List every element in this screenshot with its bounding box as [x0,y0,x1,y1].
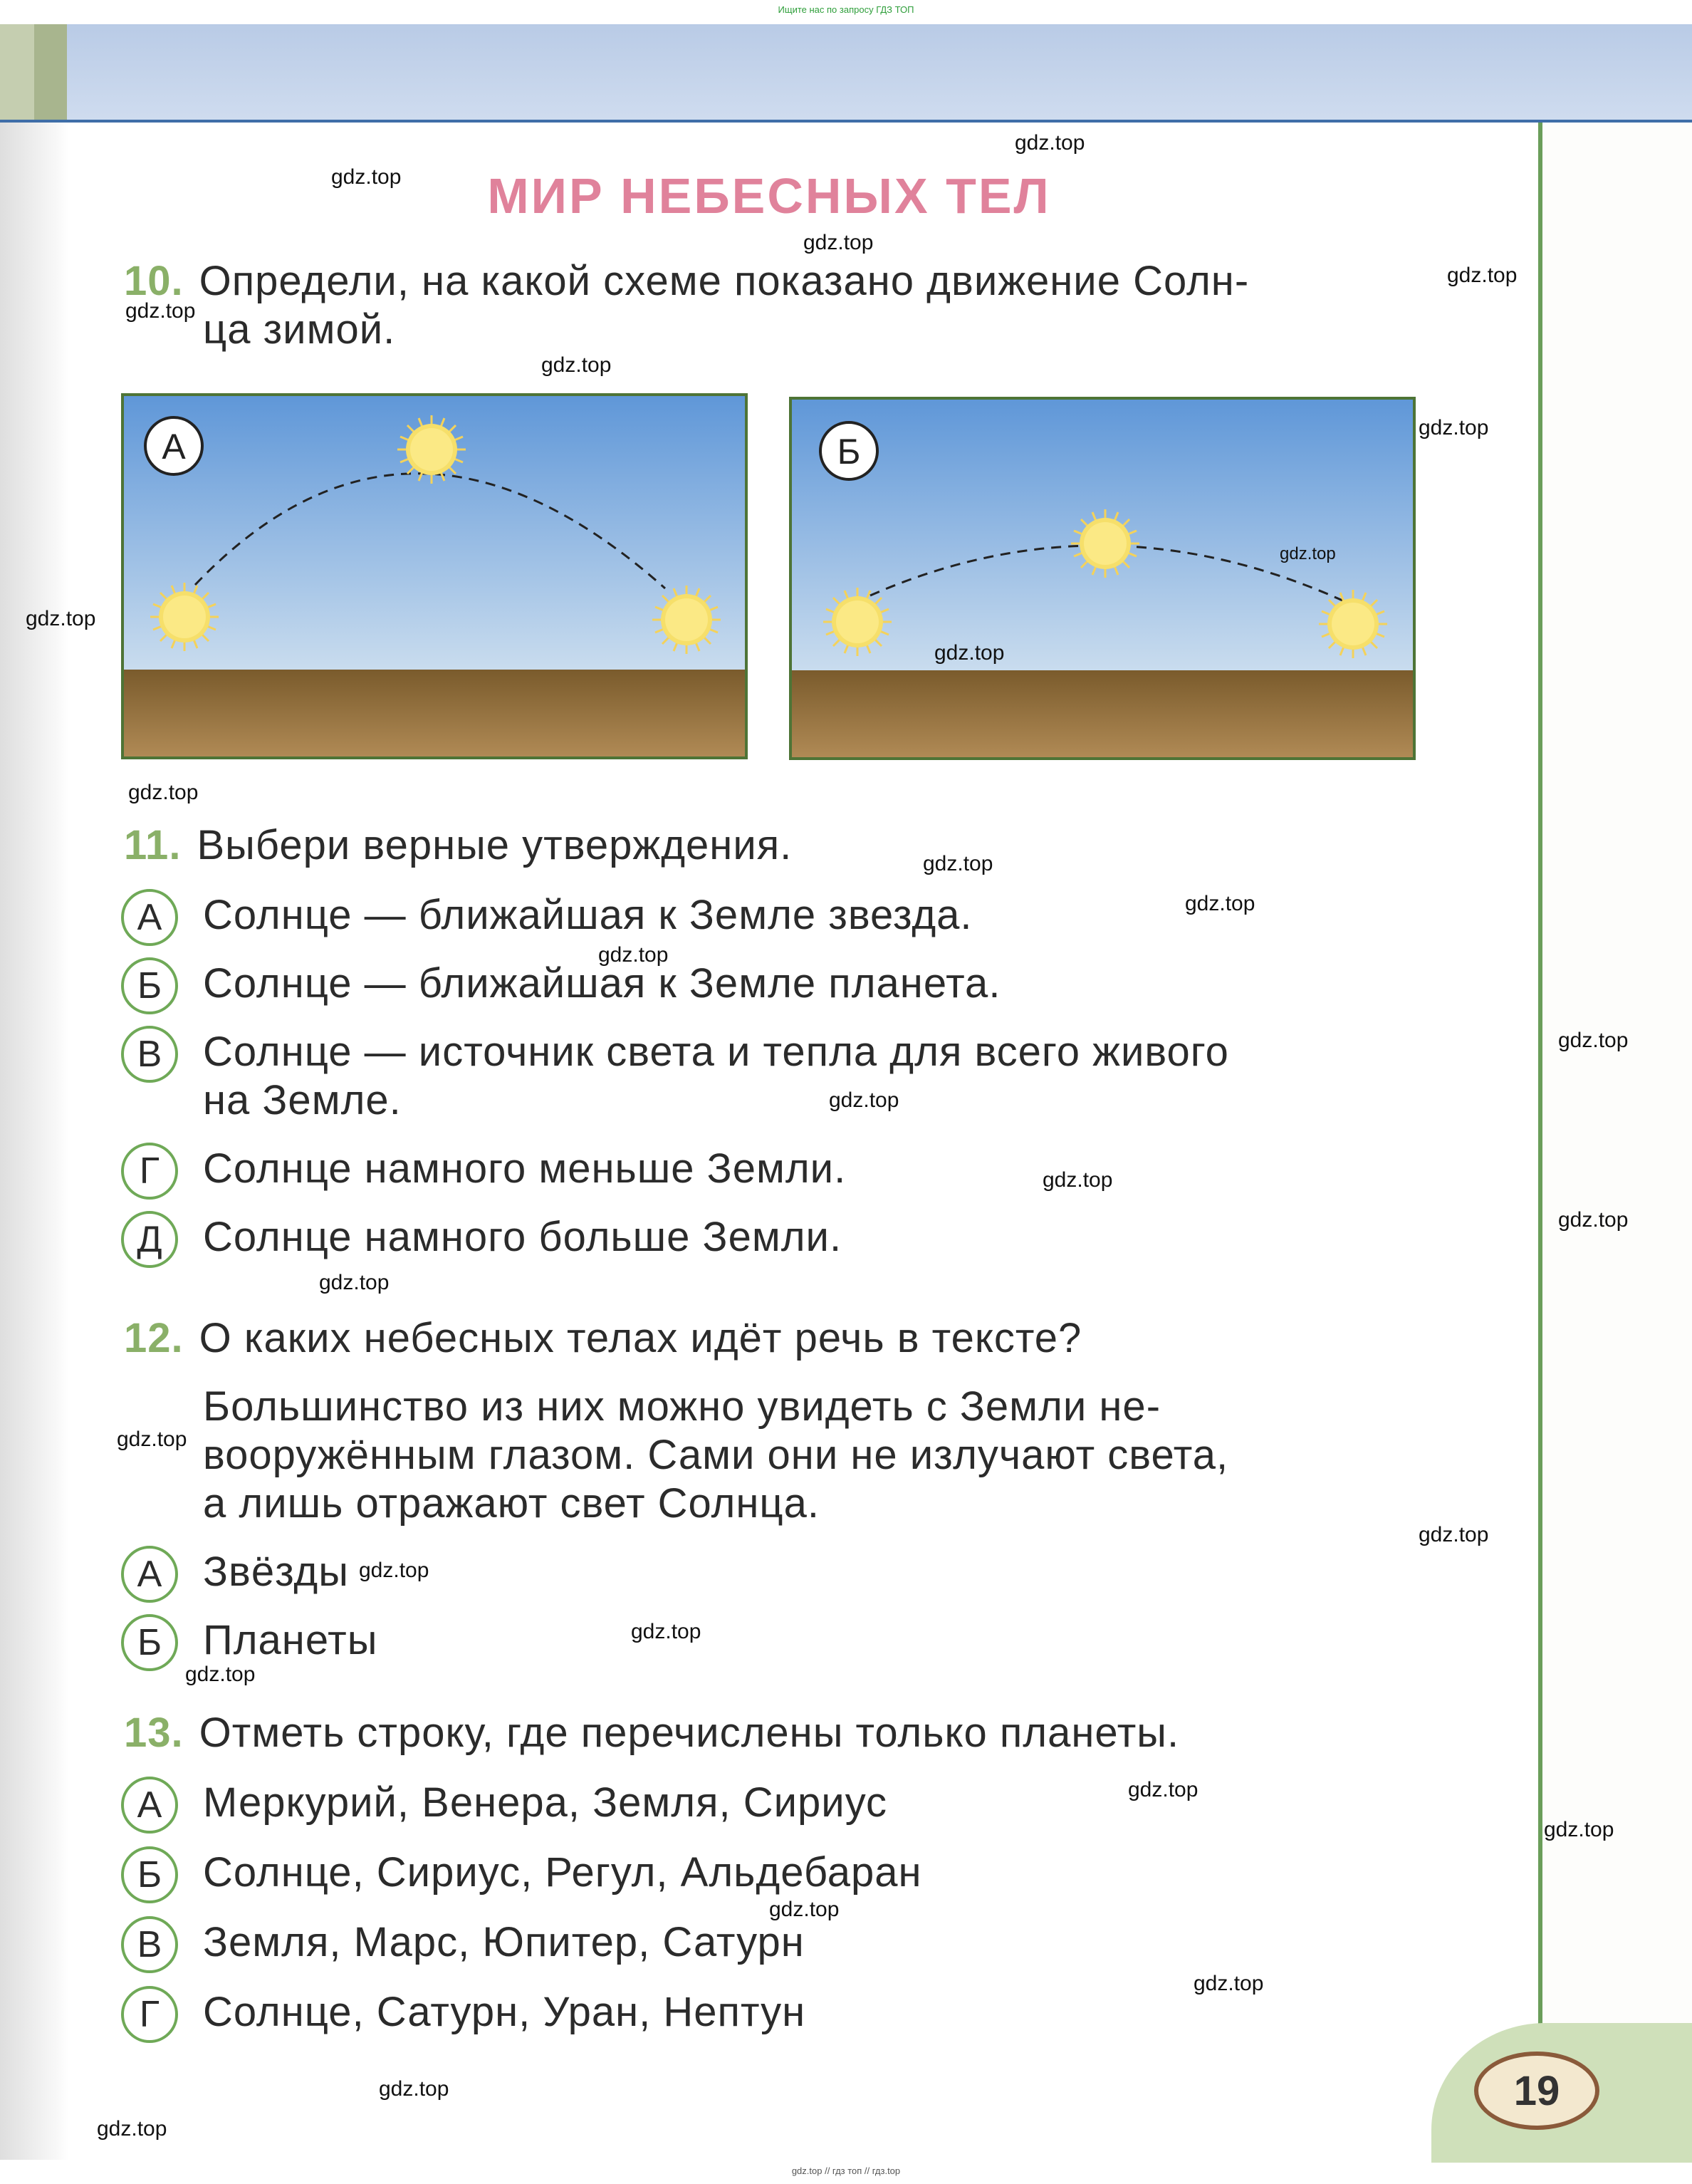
watermark: gdz.top [1544,1818,1614,1841]
watermark: gdz.top [379,2077,449,2101]
task-number: 10. [124,258,184,304]
task-number: 12. [124,1315,184,1361]
watermark: gdz.top [1043,1168,1113,1192]
answer-circle[interactable]: А [121,1777,178,1834]
watermark: gdz.top [125,299,196,323]
answer-circle[interactable]: В [121,1916,178,1973]
option-text-continued: на Земле. [203,1077,402,1123]
task-number: 13. [124,1710,184,1756]
scheme-b-label: Б [837,432,861,472]
answer-circle[interactable]: Г [121,1143,178,1200]
sun-icon [1319,590,1387,658]
watermark: gdz.top [26,607,96,630]
task-10 [124,258,1249,305]
option-11-b[interactable] [121,957,1001,1019]
watermark: gdz.top [331,165,402,189]
option-text: Солнце — источник света и тепла для всего живого [203,1029,1229,1075]
task-13 [124,1710,1179,1757]
sun-icon [397,415,466,484]
watermark: gdz.top [631,1620,701,1643]
watermark: gdz.top [803,231,874,254]
watermark: gdz.top [1015,131,1085,155]
option-11-e[interactable] [121,1211,842,1272]
watermark: gdz.top [128,781,199,804]
watermark: gdz.top [1128,1778,1198,1801]
task-12-question: О каких небесных телах идёт речь в тексте? [199,1315,1082,1361]
option-13-c[interactable] [121,1916,805,1977]
top-note: Ищите нас по запросу ГДЗ ТОП [778,4,914,15]
answer-circle[interactable]: Б [121,957,178,1014]
page-number: 19 [1474,2052,1599,2130]
page-title: МИР НЕБЕСНЫХ ТЕЛ [487,168,1051,224]
option-12-a[interactable] [121,1546,349,1607]
sun-icon [652,586,721,654]
option-11-d[interactable] [121,1143,846,1204]
watermark: gdz.top [934,641,1005,665]
watermark: gdz.top [1194,1972,1264,1995]
answer-circle[interactable]: Г [121,1986,178,2043]
passage-line-2: вооружённым глазом. Сами они не излучают света, [203,1432,1229,1478]
option-text: Земля, Марс, Юпитер, Сатурн [203,1919,805,1965]
option-13-a[interactable] [121,1777,887,1838]
answer-circle[interactable]: В [121,1026,178,1083]
answer-circle[interactable]: Д [121,1211,178,1268]
option-text: Солнце намного больше Земли. [203,1214,842,1260]
watermark: gdz.top [319,1271,390,1294]
sun-icon [823,588,892,656]
option-text: Меркурий, Венера, Земля, Сириус [203,1779,888,1826]
watermark: gdz.top [359,1559,429,1582]
watermark: gdz.top [598,943,669,967]
option-text: Солнце — ближайшая к Земле звезда. [203,892,973,938]
task-10-line1: Определи, на какой схеме показано движение Солн- [199,258,1250,304]
page-binding-shade [0,123,68,2160]
watermark: gdz.top [1419,416,1489,440]
answer-circle[interactable]: Б [121,1614,178,1671]
task-11 [124,822,792,869]
watermark: gdz.top [1447,264,1518,287]
passage-line-1: Большинство из них можно увидеть с Земли не- [203,1383,1161,1430]
watermark: gdz.top [97,2117,167,2141]
option-text: Звёзды [203,1549,349,1595]
task-13-question: Отметь строку, где перечислены только планеты. [199,1710,1180,1756]
passage-line-3: а лишь отражают свет Солнца. [203,1480,820,1527]
header-edge [0,120,1692,123]
watermark: gdz.top [829,1088,899,1112]
bottom-note: gdz.top // гдз топ // гдз.top [791,2165,901,2176]
sun-icon [150,583,219,651]
task-number: 11. [124,822,182,868]
task-10-line2: ца зимой. [203,306,396,353]
watermark: gdz.top [1558,1029,1629,1052]
watermark: gdz.top [1185,892,1255,915]
option-text: Солнце, Сатурн, Уран, Нептун [203,1989,806,2035]
scheme-a[interactable] [121,393,748,759]
header-band [0,24,1692,121]
margin-line [1538,123,1542,2046]
option-text: Солнце, Сириус, Регул, Альдебаран [203,1849,922,1896]
watermark: gdz.top [1558,1208,1629,1232]
watermark: gdz.top [769,1898,840,1921]
watermark: gdz.top [117,1428,187,1451]
sun-icon [1071,509,1139,578]
option-text: Солнце намного меньше Земли. [203,1145,847,1192]
option-13-d[interactable] [121,1986,805,2047]
option-text: Планеты [203,1617,378,1663]
task-11-question: Выбери верные утверждения. [197,822,793,868]
watermark: gdz.top [185,1663,256,1686]
option-11-a[interactable] [121,889,973,950]
task-12 [124,1315,1082,1362]
watermark: gdz.top [1280,544,1336,563]
watermark: gdz.top [1419,1523,1489,1546]
answer-circle[interactable]: А [121,1546,178,1603]
scheme-a-label: А [162,427,186,467]
watermark: gdz.top [923,852,993,875]
right-margin [1542,123,1692,2160]
answer-circle[interactable]: А [121,889,178,946]
scheme-b[interactable] [789,397,1416,760]
answer-circle[interactable]: Б [121,1846,178,1903]
watermark: gdz.top [541,353,612,377]
header-tab-left-2 [34,24,67,121]
option-text: Солнце — ближайшая к Земле планета. [203,960,1001,1007]
header-tab-left [0,24,34,121]
